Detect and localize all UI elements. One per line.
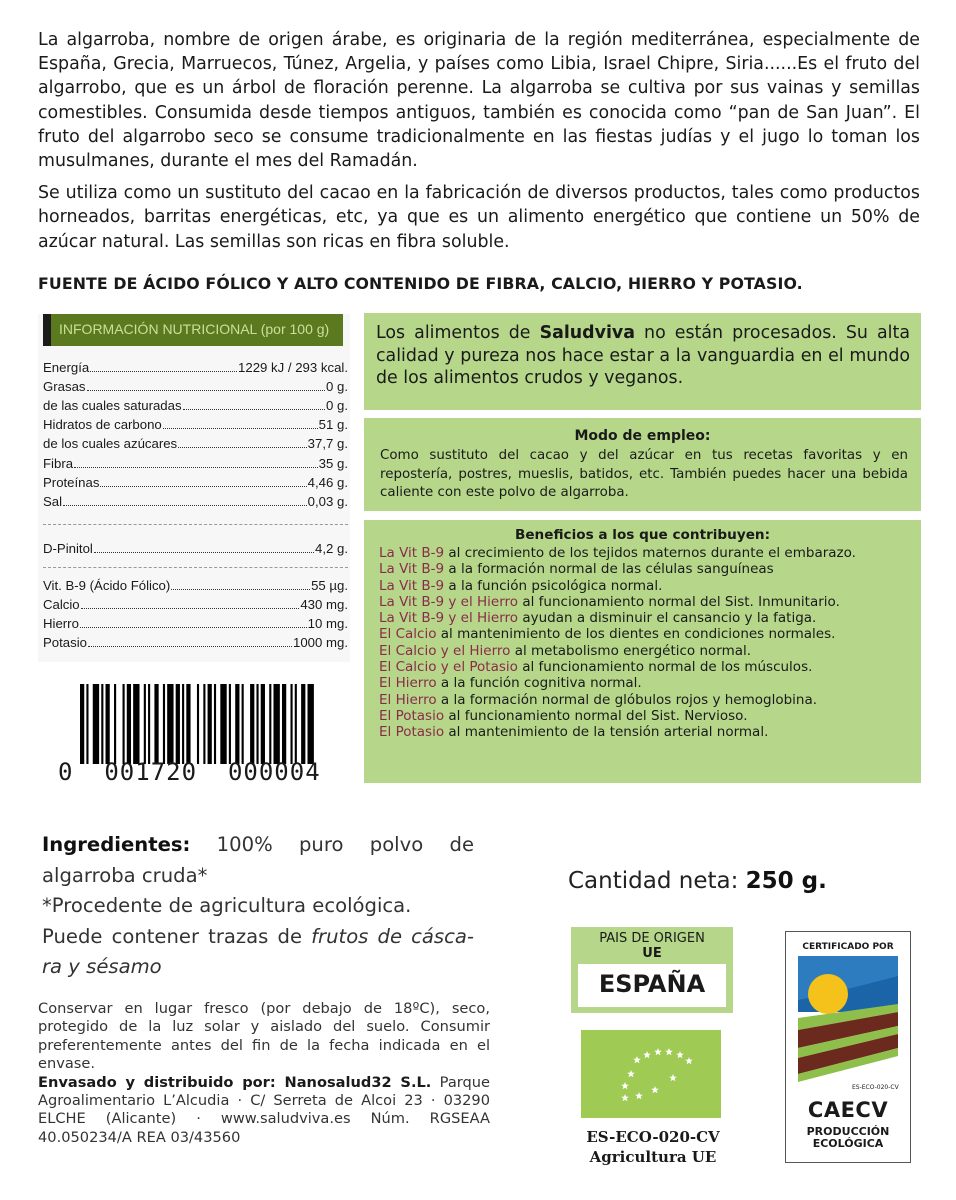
eu-text: Agricultura UE <box>589 1148 717 1166</box>
ingredients <box>42 830 474 983</box>
benefit-text: al funcionamiento normal de los músculos. <box>517 659 813 676</box>
nutrition-row <box>43 435 348 453</box>
benefit-nutrient: La Vit B-9 <box>379 561 445 578</box>
benefit-text: a la función psicológica normal. <box>444 577 663 594</box>
origin-line-1: PAIS DE ORIGEN <box>599 931 705 946</box>
row-label: Grasas <box>43 379 86 394</box>
barcode-bar <box>106 684 110 764</box>
benefit-item <box>379 692 919 708</box>
nutrition-row <box>43 359 348 377</box>
row-value: 0 g. <box>326 398 348 413</box>
barcode-bar <box>229 684 231 764</box>
benefit-item <box>379 643 919 659</box>
row-label: Potasio <box>43 635 87 650</box>
origin-line-2: UE <box>642 946 662 961</box>
barcode-bar <box>208 684 212 764</box>
nutrition-row <box>43 577 348 595</box>
ingredients-line <box>42 922 474 953</box>
barcode-bar <box>101 684 103 764</box>
row-label: Hidratos de carbono <box>43 417 162 432</box>
processing-text-post: no están procesados. Su alta calidad y pureza nos hace estar a la vanguardia en el mundo de los alimentos crudos y veganos. <box>376 323 910 388</box>
quantity-value: 250 g. <box>745 868 827 894</box>
row-value: 0 g. <box>326 379 348 394</box>
row-value: 1000 mg. <box>293 635 348 650</box>
benefit-item <box>379 675 919 691</box>
row-value: 55 µg. <box>311 578 348 593</box>
benefit-nutrient: El Hierro <box>379 675 437 692</box>
barcode-bar <box>214 684 216 764</box>
usage-text: Como sustituto del cacao y del azúcar en tus recetas favoritas y en repostería, postres, mueslis, batidos, etc. También puedes hacer una bebida caliente con este polvo de algarroba. <box>380 448 908 501</box>
headline: FUENTE DE ÁCIDO FÓLICO Y ALTO CONTENIDO DE FIBRA, CALCIO, HIERRO Y POTASIO. <box>38 274 803 293</box>
nutrition-row <box>43 474 348 492</box>
ingredients-text: 100% puro polvo de <box>216 833 474 856</box>
benefit-text: al mantenimiento de la tensión arterial normal. <box>444 724 769 741</box>
net-quantity <box>568 868 827 894</box>
benefits-list <box>379 545 919 741</box>
row-value: 1229 kJ / 293 kcal. <box>238 360 348 375</box>
divider <box>43 567 348 568</box>
row-label: Sal <box>43 494 63 509</box>
caecv-top-text: CERTIFICADO POR <box>802 942 894 952</box>
benefit-item <box>379 594 919 610</box>
benefit-nutrient: La Vit B-9 <box>379 545 445 561</box>
benefit-item <box>379 578 919 594</box>
row-value: 37,7 g. <box>307 436 348 451</box>
ingredients-line: algarroba cruda* <box>42 863 208 887</box>
ingredients-label: Ingredientes: <box>42 833 191 856</box>
row-value: 51 g. <box>318 417 348 432</box>
benefit-item <box>379 561 919 577</box>
ingredients-line: *Procedente de agricultura ecológica. <box>42 894 412 917</box>
storage-text: Conservar en lugar fresco (por debajo de 18ºC), seco, protegido de la luz solar y aislado del suelo. Consumir preferentemente antes del fin de la fecha indicada en el envase. <box>38 1000 490 1073</box>
row-value: 10 mg. <box>307 616 348 631</box>
barcode-bar <box>93 684 99 764</box>
barcode-bar <box>203 684 205 764</box>
nutrition-row <box>43 634 348 652</box>
barcode-bar <box>148 684 150 764</box>
row-label: de los cuales azúcares <box>43 436 178 451</box>
benefit-nutrient: La Vit B-9 <box>379 577 445 594</box>
barcode-bar <box>290 684 292 764</box>
ingredients-line <box>42 952 474 983</box>
intro-paragraph-1: La algarroba, nombre de origen árabe, es originaria de la región mediterránea, especialmente de España, Grecia, Marruecos, Túnez, Argelia, y países como Libia, Israel Chipre, Siria......Es el fruto del algarrobo, que es un árbol de floración perenne. La algarroba se cultiva por sus vainas y semillas comestibles. Consumida desde tiempos antiguos, también es conocida como “pan de San Juan”. El fruto del algarrobo seco se consume tradicionalmente en las fiestas judías y el jugo lo toman los musulmanes, durante el mes del Ramadán. <box>38 30 920 172</box>
nutrition-row <box>43 493 348 511</box>
barcode-bar <box>235 684 239 764</box>
row-label: Hierro <box>43 616 79 631</box>
nutrition-row <box>43 596 348 614</box>
star-icon <box>651 1086 659 1093</box>
row-label: de las cuales saturadas <box>43 398 182 413</box>
barcode-bar <box>186 684 190 764</box>
row-value: 0,03 g. <box>307 494 348 509</box>
nutrition-title: INFORMACIÓN NUTRICIONAL (por 100 g) <box>59 321 330 337</box>
barcode-bar <box>295 684 297 764</box>
nutrition-row <box>43 397 348 415</box>
benefit-nutrient: El Calcio y el Hierro <box>379 642 511 659</box>
origin-badge <box>571 927 733 1013</box>
processing-text <box>376 322 910 390</box>
processing-text-pre: Los alimentos de <box>376 323 540 343</box>
star-icon <box>654 1048 662 1055</box>
barcode-bar <box>273 684 279 764</box>
nutrition-table <box>38 314 350 662</box>
benefit-nutrient: El Potasio <box>379 724 445 741</box>
barcode-bar <box>250 684 254 764</box>
row-value: 4,2 g. <box>315 541 348 556</box>
benefit-item <box>379 659 919 675</box>
barcode-bar <box>197 684 199 764</box>
traces-italic: frutos de cásca- <box>311 924 474 948</box>
row-value: 430 mg. <box>300 597 348 612</box>
benefit-nutrient: El Calcio <box>379 626 437 643</box>
barcode-bar <box>242 684 244 764</box>
nutrition-row <box>43 540 348 558</box>
benefit-item <box>379 626 919 642</box>
caecv-sub-1: PRODUCCIÓN <box>806 1125 890 1138</box>
row-label: Fibra <box>43 456 74 471</box>
row-value: 4,46 g. <box>307 475 348 490</box>
traces-italic: ra y sésamo <box>42 955 162 978</box>
usage-title: Modo de empleo: <box>574 428 711 444</box>
barcode-bar <box>176 684 180 764</box>
barcode-bar <box>154 684 158 764</box>
star-icon <box>685 1057 693 1064</box>
nutrition-row <box>43 378 348 396</box>
storage-info <box>38 1000 490 1147</box>
barcode-bar <box>282 684 286 764</box>
distributor-address: Parque Agroalimentario L’Alcudia · C/ Serreta de Alcoi 23 · 03290 ELCHE (Alicante) · www.saludviva.es Núm. RGSEAA 40.050234/A REA 03/43560 <box>38 1073 491 1146</box>
benefit-text: ayudan a disminuir el cansancio y la fatiga. <box>518 610 817 627</box>
benefit-text: a la formación normal de las células sanguíneas <box>444 561 774 578</box>
intro-paragraph-2: Se utiliza como un sustituto del cacao en la fabricación de diversos productos, tales como productos horneados, barritas energéticas, etc, ya que es un alimento energético que contiene un 50% de azúcar natural. Las semillas son ricas en fibra soluble. <box>38 183 920 252</box>
quantity-label: Cantidad neta: <box>568 868 746 894</box>
row-label: Vit. B-9 (Ácido Fólico) <box>43 578 171 593</box>
barcode-bar <box>114 684 116 764</box>
benefit-nutrient: El Hierro <box>379 691 437 708</box>
distributor-text <box>38 1074 490 1148</box>
star-icon <box>621 1094 629 1101</box>
row-label: Calcio <box>43 597 80 612</box>
caecv-logo <box>785 931 911 1163</box>
barcode-bar <box>261 684 265 764</box>
barcode-bar <box>86 684 88 764</box>
row-value: 35 g. <box>318 456 348 471</box>
benefit-text: al funcionamiento normal del Sist. Nervioso. <box>444 707 748 724</box>
star-icon <box>633 1056 641 1063</box>
barcode-bar <box>127 684 131 764</box>
star-icon <box>635 1092 643 1099</box>
benefit-nutrient: La Vit B-9 y el Hierro <box>379 610 519 627</box>
barcode-bar <box>256 684 258 764</box>
barcode-bar <box>123 684 125 764</box>
caecv-code: ES-ECO-020-CV <box>852 1084 899 1091</box>
benefit-text: al metabolismo energético normal. <box>510 642 752 659</box>
eu-organic-logo <box>581 1030 721 1118</box>
traces-text: Puede contener trazas de <box>42 924 312 948</box>
benefits-title: Beneficios a los que contribuyen: <box>514 527 771 543</box>
distributor-label: Envasado y distribuido por: Nanosalud32 S.L. <box>38 1073 432 1091</box>
processing-box <box>364 313 921 410</box>
benefit-text: al crecimiento de los tejidos maternos durante el embarazo. <box>444 545 856 561</box>
nutrition-row <box>43 455 348 473</box>
barcode-bar <box>182 684 184 764</box>
benefit-nutrient: El Calcio y el Potasio <box>379 659 518 676</box>
benefit-text: a la función cognitiva normal. <box>436 675 642 692</box>
caecv-sub-2: ECOLÓGICA <box>812 1137 884 1150</box>
intro-text <box>38 28 920 262</box>
row-label: Energía <box>43 360 90 375</box>
barcode-bar <box>163 684 165 764</box>
eu-certification <box>564 1127 742 1167</box>
benefit-nutrient: El Potasio <box>379 707 445 724</box>
barcode-bar <box>144 684 146 764</box>
brand-name: Saludviva <box>539 323 635 343</box>
row-label: Proteínas <box>43 475 100 490</box>
nutrition-row <box>43 416 348 434</box>
caecv-name: CAECV <box>807 1098 889 1122</box>
nutrition-header <box>43 314 343 346</box>
usage-box <box>364 418 921 511</box>
eu-code: ES-ECO-020-CV <box>586 1128 720 1146</box>
barcode <box>80 678 316 770</box>
barcode-number: 0 001720 000004 <box>58 758 321 786</box>
eu-leaf-icon <box>581 1030 721 1118</box>
star-icon <box>621 1082 629 1089</box>
barcode-bar <box>133 684 139 764</box>
benefit-nutrient: La Vit B-9 y el Hierro <box>379 593 519 610</box>
barcode-bar <box>80 684 84 764</box>
benefits-box <box>364 520 921 783</box>
divider <box>43 524 348 525</box>
benefit-text: al mantenimiento de los dientes en condiciones normales. <box>436 626 836 643</box>
benefit-item <box>379 610 919 626</box>
origin-country-box <box>578 964 726 1007</box>
eu-stars-icon <box>621 1048 693 1101</box>
origin-country: ESPAÑA <box>598 970 706 998</box>
benefit-item <box>379 708 919 724</box>
barcode-bar <box>301 684 305 764</box>
barcode-bar <box>167 684 173 764</box>
benefit-item <box>379 724 919 740</box>
benefit-text: al funcionamiento normal del Sist. Inmunitario. <box>518 593 840 610</box>
star-icon <box>669 1074 677 1081</box>
benefit-text: a la formación normal de glóbulos rojos y hemoglobina. <box>436 691 818 708</box>
nutrition-row <box>43 615 348 633</box>
star-icon <box>665 1048 673 1055</box>
barcode-bar <box>308 684 314 764</box>
header-accent-bar <box>43 314 51 346</box>
ingredients-line <box>42 830 474 861</box>
row-label: D-Pinitol <box>43 541 93 556</box>
star-icon <box>676 1051 684 1058</box>
caecv-subtitle <box>786 1126 910 1150</box>
benefit-item <box>379 545 919 561</box>
star-icon <box>643 1051 651 1058</box>
caecv-emblem-icon <box>798 956 898 1082</box>
barcode-bar <box>220 684 226 764</box>
barcode-bar <box>269 684 271 764</box>
star-icon <box>627 1070 635 1077</box>
